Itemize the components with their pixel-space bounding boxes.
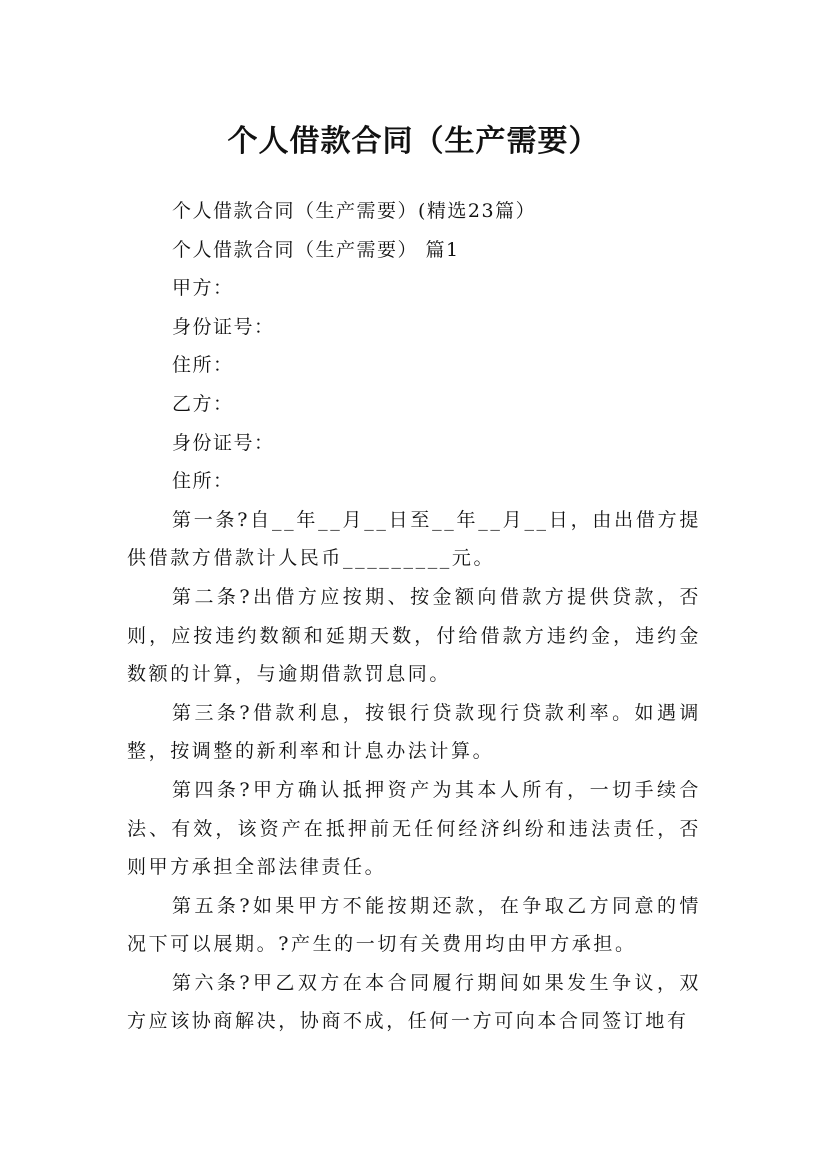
document-body (127, 192, 701, 1041)
clause-6: 第六条?甲乙双方在本合同履行期间如果发生争议，双方应该协商解决，协商不成，任何一方可向本合同签订地有 (127, 971, 701, 1033)
document-title: 个人借款合同（生产需要） (227, 124, 600, 160)
subtitle-line: 个人借款合同（生产需要）(精选23篇） (172, 200, 537, 222)
party-a-label: 甲方： (172, 277, 234, 300)
party-a-address-label: 住所： (172, 354, 234, 377)
clause-1: 第一条?自__年__月__日至__年__月__日，由出借方提供借款方借款计人民币_________元。 (127, 508, 701, 570)
clause-4: 第四条?甲方确认抵押资产为其本人所有，一切手续合法、有效，该资产在抵押前无任何经济纠纷和违法责任，否则甲方承担全部法律责任。 (127, 778, 701, 879)
party-b-id-label: 身份证号： (172, 431, 275, 454)
clause-3: 第三条?借款利息，按银行贷款现行贷款利率。如遇调整，按调整的新利率和计息办法计算。 (127, 701, 701, 763)
section-heading: 个人借款合同（生产需要） 篇1 (172, 238, 460, 261)
party-b-address-label: 住所： (172, 470, 234, 493)
clause-5: 第五条?如果甲方不能按期还款，在争取乙方同意的情况下可以展期。?产生的一切有关费用均由甲方承担。 (127, 894, 701, 956)
party-b-label: 乙方： (172, 392, 234, 415)
party-a-id-label: 身份证号： (172, 315, 275, 338)
clause-2: 第二条?出借方应按期、按金额向借款方提供贷款，否则，应按违约数额和延期天数，付给借款方违约金，违约金数额的计算，与逾期借款罚息同。 (127, 585, 701, 686)
